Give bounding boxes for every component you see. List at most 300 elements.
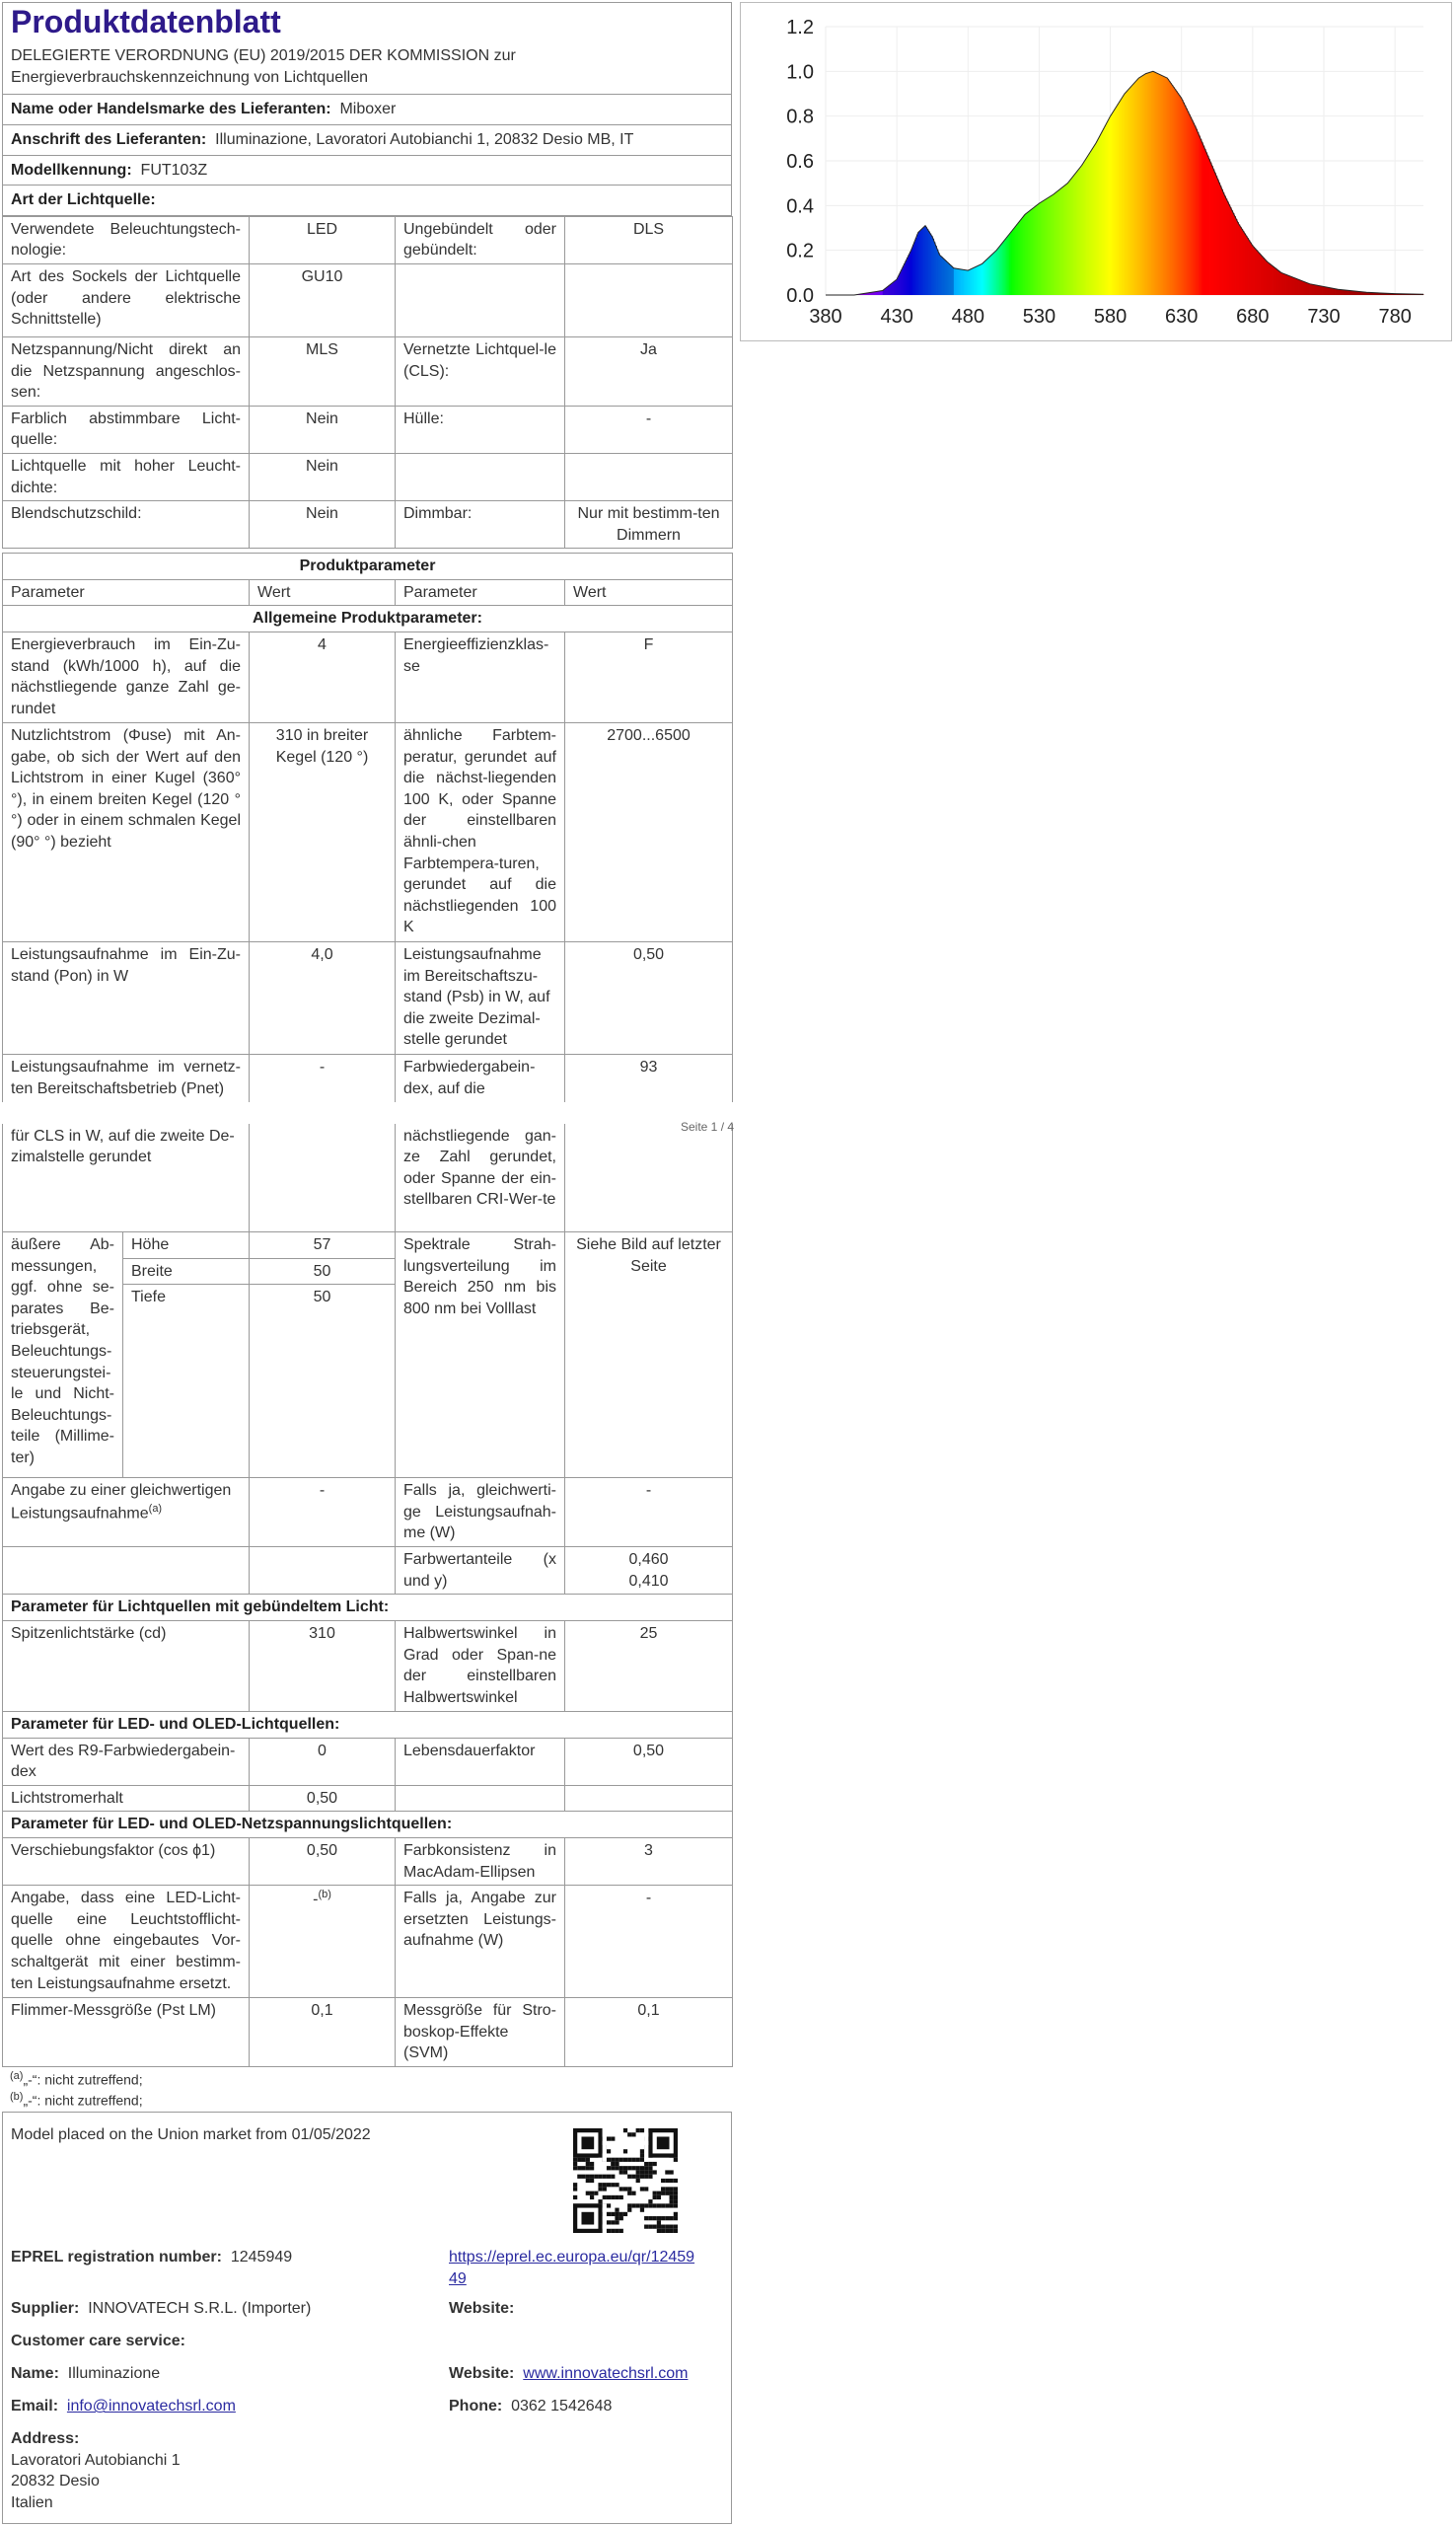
qr-module bbox=[670, 2229, 674, 2233]
cell-label: Lebensdauerfaktor bbox=[396, 1738, 565, 1785]
header-box bbox=[2, 2, 732, 216]
cell-label: Spitzenlichtstärke (cd) bbox=[3, 1621, 250, 1712]
qr-module bbox=[636, 2166, 640, 2170]
qr-module bbox=[623, 2166, 627, 2170]
qr-module bbox=[627, 2204, 631, 2208]
source-type-label: Art der Lichtquelle: bbox=[11, 191, 156, 209]
cell-label: Lichtstromerhalt bbox=[3, 1785, 250, 1812]
qr-module bbox=[607, 2204, 611, 2208]
qr-module bbox=[619, 2158, 623, 2162]
replace-value: - bbox=[313, 1891, 319, 1908]
qr-module bbox=[670, 2225, 674, 2229]
power-on-label: Leistungsaufnahme im Ein-Zu-stand (Pon) in W bbox=[11, 946, 241, 985]
qr-module bbox=[586, 2192, 590, 2195]
supplier-name: Miboxer bbox=[339, 101, 397, 118]
qr-module bbox=[670, 2216, 674, 2220]
y-tick-label: 0.8 bbox=[786, 106, 814, 128]
col-header: Wert bbox=[565, 579, 733, 606]
qr-module bbox=[573, 2166, 577, 2170]
qr-module bbox=[674, 2192, 678, 2195]
qr-module bbox=[611, 2221, 615, 2225]
qr-module bbox=[594, 2175, 598, 2179]
qr-module bbox=[670, 2192, 674, 2195]
qr-module bbox=[674, 2199, 678, 2203]
cell-label: nächstliegende gan-ze Zahl gerundet, oder Spanne der ein-stellbaren CRI-Wer-te bbox=[396, 1124, 565, 1232]
qr-module bbox=[590, 2179, 594, 2183]
x-tick-label: 580 bbox=[1093, 306, 1128, 328]
qr-module bbox=[648, 2204, 652, 2208]
qr-module bbox=[636, 2175, 640, 2179]
qr-module bbox=[627, 2166, 631, 2170]
qr-module bbox=[586, 2158, 590, 2162]
cell-value: 93 bbox=[565, 1055, 733, 1102]
qr-module bbox=[665, 2179, 669, 2183]
qr-code-icon[interactable] bbox=[573, 2128, 678, 2233]
cell-label: Netzspannung/Nicht direkt an die Netzspannung angeschlos-sen: bbox=[3, 336, 250, 406]
qr-module bbox=[670, 2179, 674, 2183]
qr-module bbox=[603, 2195, 607, 2199]
qr-module bbox=[607, 2183, 611, 2187]
care-phone: 0362 1542648 bbox=[511, 2398, 613, 2415]
general-parameters-heading: Allgemeine Produktparameter: bbox=[3, 606, 733, 632]
cell-value bbox=[565, 1785, 733, 1812]
care-email-link[interactable]: info@innovatechsrl.com bbox=[66, 2398, 236, 2415]
qr-module bbox=[674, 2188, 678, 2192]
qr-module bbox=[653, 2192, 657, 2195]
x-tick-label: 680 bbox=[1236, 306, 1270, 328]
website-row bbox=[449, 2298, 514, 2320]
qr-module bbox=[615, 2221, 619, 2225]
x-tick-label: 780 bbox=[1378, 306, 1412, 328]
cell-label: Messgröße für Stro-boskop-Effekte (SVM) bbox=[396, 1998, 565, 2067]
care-address-label: Address: bbox=[11, 2430, 80, 2448]
y-tick-label: 0.4 bbox=[786, 195, 814, 218]
supplier-row bbox=[11, 2298, 311, 2320]
qr-module bbox=[648, 2166, 652, 2170]
qr-module bbox=[623, 2188, 627, 2192]
qr-module bbox=[657, 2221, 661, 2225]
qr-module bbox=[598, 2188, 602, 2192]
cell-label: Energieeffizienzklas-se bbox=[396, 632, 565, 723]
qr-module bbox=[653, 2195, 657, 2199]
cell-label: Hülle: bbox=[396, 406, 565, 453]
cell-value: 0,1 bbox=[250, 1998, 396, 2067]
cell-value bbox=[565, 263, 733, 336]
qr-module bbox=[627, 2133, 631, 2137]
supplier-name-row bbox=[3, 95, 731, 125]
qr-module bbox=[636, 2204, 640, 2208]
qr-module bbox=[644, 2225, 648, 2229]
qr-module bbox=[631, 2175, 635, 2179]
cell-value: - bbox=[250, 1478, 396, 1547]
customer-care-label: Customer care service: bbox=[11, 2333, 185, 2350]
cell-label bbox=[3, 942, 250, 1055]
led-heading: Parameter für LED- und OLED-Lichtquellen: bbox=[3, 1712, 733, 1739]
qr-module bbox=[665, 2171, 669, 2175]
qr-module bbox=[640, 2188, 644, 2192]
cell-label bbox=[396, 1785, 565, 1812]
qr-module bbox=[586, 2166, 590, 2170]
footnote-b-mark: (b) bbox=[10, 2090, 24, 2103]
qr-module bbox=[615, 2229, 619, 2233]
cell-value: 0 bbox=[250, 1738, 396, 1785]
qr-module bbox=[623, 2212, 627, 2216]
x-tick-label: 480 bbox=[951, 306, 984, 328]
table-row bbox=[3, 1785, 733, 1812]
datasheet bbox=[2, 2, 735, 2524]
qr-module bbox=[619, 2166, 623, 2170]
care-website-row bbox=[449, 2363, 688, 2385]
qr-module bbox=[611, 2195, 615, 2199]
cell-value bbox=[250, 1886, 396, 1998]
qr-module bbox=[590, 2175, 594, 2179]
qr-module bbox=[598, 2183, 602, 2187]
cell-label: Farblich abstimmbare Licht-quelle: bbox=[3, 406, 250, 453]
table-row bbox=[3, 406, 733, 453]
care-name-row bbox=[11, 2363, 160, 2385]
footnote-ref: (b) bbox=[318, 1889, 331, 1901]
chromaticity-value bbox=[565, 1547, 733, 1595]
qr-module bbox=[573, 2183, 577, 2187]
table-row bbox=[3, 942, 733, 1055]
y-tick-label: 0.6 bbox=[786, 151, 814, 173]
table-row bbox=[3, 1838, 733, 1886]
qr-module bbox=[644, 2204, 648, 2208]
cell-label: Farbwiedergabein-dex, auf die bbox=[396, 1055, 565, 1102]
mains-heading: Parameter für LED- und OLED-Netzspannungslichtquellen: bbox=[3, 1812, 733, 1838]
qr-module bbox=[623, 2149, 627, 2153]
supplier-name-label: Name oder Handelsmarke des Lieferanten: bbox=[11, 101, 331, 118]
table-header-row bbox=[3, 579, 733, 606]
table-row bbox=[3, 1124, 733, 1232]
qr-module bbox=[644, 2128, 648, 2162]
customer-care-row bbox=[11, 2331, 185, 2352]
table-row bbox=[3, 1738, 733, 1785]
cell-label: Dimmbar: bbox=[396, 501, 565, 549]
cell-value: - bbox=[565, 1886, 733, 1998]
dim-height-label: Höhe bbox=[123, 1232, 250, 1259]
qr-module bbox=[615, 2212, 619, 2216]
table-row bbox=[3, 453, 733, 500]
footnote-b bbox=[10, 2090, 724, 2111]
footnote-a bbox=[10, 2069, 724, 2090]
qr-module bbox=[661, 2179, 665, 2183]
cell-value: Ja bbox=[565, 336, 733, 406]
qr-module bbox=[573, 2195, 577, 2199]
dim-width-value: 50 bbox=[250, 1258, 396, 1285]
qr-module bbox=[648, 2199, 652, 2203]
qr-module bbox=[674, 2195, 678, 2199]
x-tick-label: 730 bbox=[1307, 306, 1341, 328]
qr-module bbox=[636, 2179, 640, 2183]
cell-label: ähnliche Farbtem-peratur, gerundet auf die nächst-liegenden 100 K, oder Spanne der einstellbaren ähnli-chen Farbtempera-turen, gerundet auf die nächstliegenden 100 K bbox=[396, 723, 565, 942]
qr-module bbox=[619, 2216, 623, 2220]
qr-module bbox=[665, 2225, 669, 2229]
cell-label: Verwendete Beleuchtungstech-nologie: bbox=[3, 216, 250, 263]
product-parameters-table bbox=[2, 553, 733, 1101]
qr-module bbox=[607, 2149, 611, 2153]
qr-module bbox=[674, 2229, 678, 2233]
qr-module bbox=[657, 2204, 661, 2208]
cell-value: MLS bbox=[250, 336, 396, 406]
qr-module bbox=[636, 2158, 640, 2162]
qr-module bbox=[657, 2216, 661, 2220]
table-row bbox=[3, 216, 733, 263]
qr-module bbox=[573, 2158, 577, 2162]
qr-module bbox=[653, 2216, 657, 2220]
cell-label: Nutzlichtstrom (Φuse) mit An-gabe, ob sich der Wert auf den Lichtstrom in einer Kugel (360° °), in einem breiten Kegel (120 °°) oder in einem schmalen Kegel (90° °) bezieht bbox=[3, 723, 250, 942]
qr-module bbox=[581, 2212, 594, 2225]
qr-module bbox=[640, 2208, 644, 2212]
y-tick-label: 0.0 bbox=[786, 285, 814, 307]
table-row bbox=[3, 1621, 733, 1712]
supplier-address-label: Anschrift des Lieferanten: bbox=[11, 130, 207, 148]
qr-module bbox=[674, 2179, 678, 2183]
table-row bbox=[3, 263, 733, 336]
qr-module bbox=[627, 2188, 631, 2192]
qr-module bbox=[603, 2183, 607, 2187]
qr-module bbox=[611, 2166, 615, 2170]
qr-module bbox=[627, 2175, 631, 2179]
website-label: Website: bbox=[449, 2300, 515, 2318]
qr-module bbox=[665, 2204, 669, 2208]
cell-value: Nein bbox=[250, 501, 396, 549]
qr-module bbox=[607, 2166, 611, 2170]
cell-value: Nein bbox=[250, 453, 396, 500]
qr-module bbox=[661, 2204, 665, 2208]
qr-module bbox=[581, 2158, 585, 2162]
qr-module bbox=[661, 2192, 665, 2195]
qr-module bbox=[607, 2229, 611, 2233]
cell-label bbox=[3, 1547, 250, 1595]
cell-label: Flimmer-Messgröße (Pst LM) bbox=[3, 1998, 250, 2067]
qr-module bbox=[644, 2162, 648, 2166]
spd-value: Siehe Bild auf letzter Seite bbox=[565, 1232, 733, 1478]
cell-value: F bbox=[565, 632, 733, 723]
qr-module bbox=[644, 2166, 648, 2170]
qr-module bbox=[594, 2192, 598, 2195]
qr-module bbox=[603, 2128, 607, 2162]
care-address-line: 20832 Desio bbox=[11, 2473, 100, 2490]
qr-module bbox=[644, 2175, 648, 2179]
qr-module bbox=[607, 2212, 611, 2216]
qr-module bbox=[627, 2158, 631, 2162]
cell-value: 0,50 bbox=[565, 1738, 733, 1785]
qr-module bbox=[661, 2188, 665, 2192]
qr-module bbox=[674, 2158, 678, 2162]
spd-label: Spektrale Strah-lungsverteilung im Bereich 250 nm bis 800 nm bei Volllast bbox=[396, 1232, 565, 1478]
table-row bbox=[3, 1998, 733, 2067]
qr-module bbox=[615, 2166, 619, 2170]
cell-value: Nein bbox=[250, 406, 396, 453]
spectrum-chart bbox=[740, 2, 1452, 341]
cell-label: Lichtquelle mit hoher Leucht-dichte: bbox=[3, 453, 250, 500]
care-email-row bbox=[11, 2396, 236, 2417]
cell-label: Blendschutzschild: bbox=[3, 501, 250, 549]
dim-height-value: 57 bbox=[250, 1232, 396, 1259]
cell-value bbox=[250, 1124, 396, 1232]
cell-label: Falls ja, gleichwerti-ge Leistungsaufnah-me (W) bbox=[396, 1478, 565, 1547]
cell-label: Angabe, dass eine LED-Licht-quelle eine Leuchtstofflicht-quelle ohne eingebautes Vor-schaltgerät mit einer bestimm-ten Leistungsaufnahme ersetzt. bbox=[3, 1886, 250, 1998]
qr-module bbox=[581, 2137, 594, 2150]
care-address bbox=[11, 2428, 181, 2513]
chroma-x: 0,460 bbox=[628, 1551, 669, 1569]
qr-module bbox=[631, 2166, 635, 2170]
y-tick-label: 1.0 bbox=[786, 61, 814, 84]
table-row bbox=[3, 1232, 733, 1259]
care-name-label: Name: bbox=[11, 2365, 59, 2383]
qr-module bbox=[636, 2171, 640, 2175]
qr-module bbox=[644, 2171, 648, 2175]
qr-module bbox=[598, 2199, 602, 2203]
cell-label: Wert des R9-Farbwiedergabein-dex bbox=[3, 1738, 250, 1785]
cell-value bbox=[565, 1124, 733, 1232]
qr-module bbox=[640, 2128, 644, 2132]
model-label: Modellkennung: bbox=[11, 161, 132, 179]
parameters-heading: Produktparameter bbox=[3, 554, 733, 580]
qr-module bbox=[653, 2171, 657, 2175]
dim-depth-label: Tiefe bbox=[123, 1285, 250, 1478]
source-type-row bbox=[3, 186, 731, 215]
dimensions-label: äußere Ab-messungen, ggf. ohne se-parates Be-triebsgerät, Beleuchtungs-steuerungstei-le und Nicht-Beleuchtungs-teile (Millime-ter) bbox=[3, 1232, 123, 1478]
qr-module bbox=[581, 2166, 585, 2170]
qr-module bbox=[631, 2204, 635, 2208]
qr-module bbox=[644, 2188, 648, 2192]
cell-label: Art des Sockels der Lichtquelle (oder andere elektrische Schnittstelle) bbox=[3, 263, 250, 336]
qr-module bbox=[670, 2204, 674, 2208]
table-row bbox=[3, 1478, 733, 1547]
model-row bbox=[3, 156, 731, 186]
qr-module bbox=[670, 2188, 674, 2192]
eprel-box bbox=[2, 2112, 732, 2524]
cell-label: Ungebündelt oder gebündelt: bbox=[396, 216, 565, 263]
qr-module bbox=[603, 2175, 607, 2179]
qr-module bbox=[611, 2158, 615, 2162]
qr-module bbox=[590, 2192, 594, 2195]
care-address-line: Italien bbox=[11, 2494, 53, 2512]
qr-module bbox=[615, 2216, 619, 2220]
qr-module bbox=[648, 2175, 652, 2179]
table-row bbox=[3, 1547, 733, 1595]
qr-module bbox=[611, 2162, 615, 2166]
footnotes bbox=[2, 2067, 732, 2112]
cell-value: 310 in breiter Kegel (120 °) bbox=[250, 723, 396, 942]
qr-module bbox=[607, 2195, 611, 2199]
qr-module bbox=[619, 2171, 623, 2175]
care-phone-row bbox=[449, 2396, 612, 2417]
eprel-link[interactable]: https://eprel.ec.europa.eu/qr/1245949 bbox=[449, 2249, 695, 2287]
page-number: Seite 1 / 4 bbox=[681, 1120, 735, 1134]
x-tick-label: 430 bbox=[880, 306, 913, 328]
col-header: Parameter bbox=[3, 579, 250, 606]
cell-label: Falls ja, Angabe zur ersetzten Leistungs-aufnahme (W) bbox=[396, 1886, 565, 1998]
qr-module bbox=[657, 2225, 661, 2229]
qr-module bbox=[627, 2192, 631, 2195]
qr-module bbox=[661, 2225, 665, 2229]
qr-module bbox=[648, 2171, 652, 2175]
footnote-a-mark: (a) bbox=[10, 2070, 24, 2083]
qr-module bbox=[611, 2137, 615, 2141]
footnote-a-text: „-“: nicht zutreffend; bbox=[23, 2071, 143, 2088]
qr-module bbox=[577, 2175, 581, 2179]
cell-value: 0,1 bbox=[565, 1998, 733, 2067]
cell-value: 310 bbox=[250, 1621, 396, 1712]
qr-module bbox=[619, 2188, 623, 2192]
supplier-value: INNOVATECH S.R.L. (Importer) bbox=[88, 2300, 312, 2318]
cell-label: Energieverbrauch im Ein-Zu-stand (kWh/1000 h), auf die nächstliegende ganze Zahl ge-rundet bbox=[3, 632, 250, 723]
qr-module bbox=[653, 2225, 657, 2229]
product-parameters-table-continued bbox=[2, 1124, 733, 2068]
cell-label: für CLS in W, auf die zweite De-zimalstelle gerundet bbox=[3, 1124, 250, 1232]
qr-module bbox=[631, 2192, 635, 2195]
care-website-link[interactable]: www.innovatechsrl.com bbox=[523, 2365, 689, 2383]
qr-module bbox=[607, 2175, 611, 2179]
x-tick-label: 530 bbox=[1022, 306, 1056, 328]
cell-label: Leistungsaufnahme im Bereitschaftszu-stand (Psb) in W, auf die zweite Dezimal-stelle gerundet bbox=[396, 942, 565, 1055]
cell-value: Nur mit bestimm-ten Dimmern bbox=[565, 501, 733, 549]
footnote-ref: (a) bbox=[148, 1502, 163, 1515]
qr-module bbox=[648, 2162, 652, 2166]
cell-value: 4 bbox=[250, 632, 396, 723]
qr-module bbox=[665, 2229, 669, 2233]
qr-module bbox=[598, 2175, 602, 2179]
col-header: Parameter bbox=[396, 579, 565, 606]
qr-module bbox=[611, 2212, 615, 2216]
chromaticity-label: Farbwertanteile (x und y) bbox=[396, 1547, 565, 1595]
cell-label: Verschiebungsfaktor (cos ϕ1) bbox=[3, 1838, 250, 1886]
qr-module bbox=[603, 2188, 607, 2192]
qr-module bbox=[586, 2162, 590, 2166]
qr-module bbox=[577, 2166, 581, 2170]
cell-label: Leistungsaufnahme im vernetz-ten Bereitschaftsbetrieb (Pnet) bbox=[3, 1055, 250, 1102]
qr-module bbox=[603, 2204, 607, 2234]
qr-module bbox=[573, 2188, 577, 2192]
eprel-label: EPREL registration number: bbox=[11, 2249, 222, 2266]
qr-module bbox=[661, 2229, 665, 2233]
cell-value bbox=[565, 453, 733, 500]
qr-module bbox=[590, 2166, 594, 2170]
qr-module bbox=[665, 2188, 669, 2192]
dim-depth-value: 50 bbox=[250, 1285, 396, 1478]
equiv-power-label bbox=[3, 1478, 250, 1547]
care-phone-label: Phone: bbox=[449, 2398, 503, 2415]
table-row bbox=[3, 336, 733, 406]
qr-module bbox=[665, 2192, 669, 2195]
qr-module bbox=[640, 2171, 644, 2175]
cell-value: 25 bbox=[565, 1621, 733, 1712]
qr-module bbox=[674, 2212, 678, 2216]
qr-module bbox=[640, 2154, 644, 2158]
qr-module bbox=[586, 2179, 590, 2183]
chroma-y: 0,410 bbox=[628, 1572, 669, 1590]
qr-module bbox=[627, 2208, 631, 2212]
supplier-label: Supplier: bbox=[11, 2300, 80, 2318]
qr-module bbox=[590, 2162, 594, 2166]
cell-value: DLS bbox=[565, 216, 733, 263]
supplier-address-row bbox=[3, 125, 731, 156]
cell-value: 0,50 bbox=[565, 942, 733, 1055]
qr-module bbox=[657, 2195, 661, 2199]
cell-label: Farbkonsistenz in MacAdam-Ellipsen bbox=[396, 1838, 565, 1886]
qr-module bbox=[607, 2158, 611, 2162]
qr-module bbox=[615, 2195, 619, 2199]
dim-width-label: Breite bbox=[123, 1258, 250, 1285]
qr-module bbox=[607, 2221, 611, 2225]
qr-module bbox=[665, 2216, 669, 2220]
table-row bbox=[3, 723, 733, 942]
directional-heading: Parameter für Lichtquellen mit gebündeltem Licht: bbox=[3, 1595, 733, 1621]
qr-module bbox=[607, 2137, 611, 2141]
